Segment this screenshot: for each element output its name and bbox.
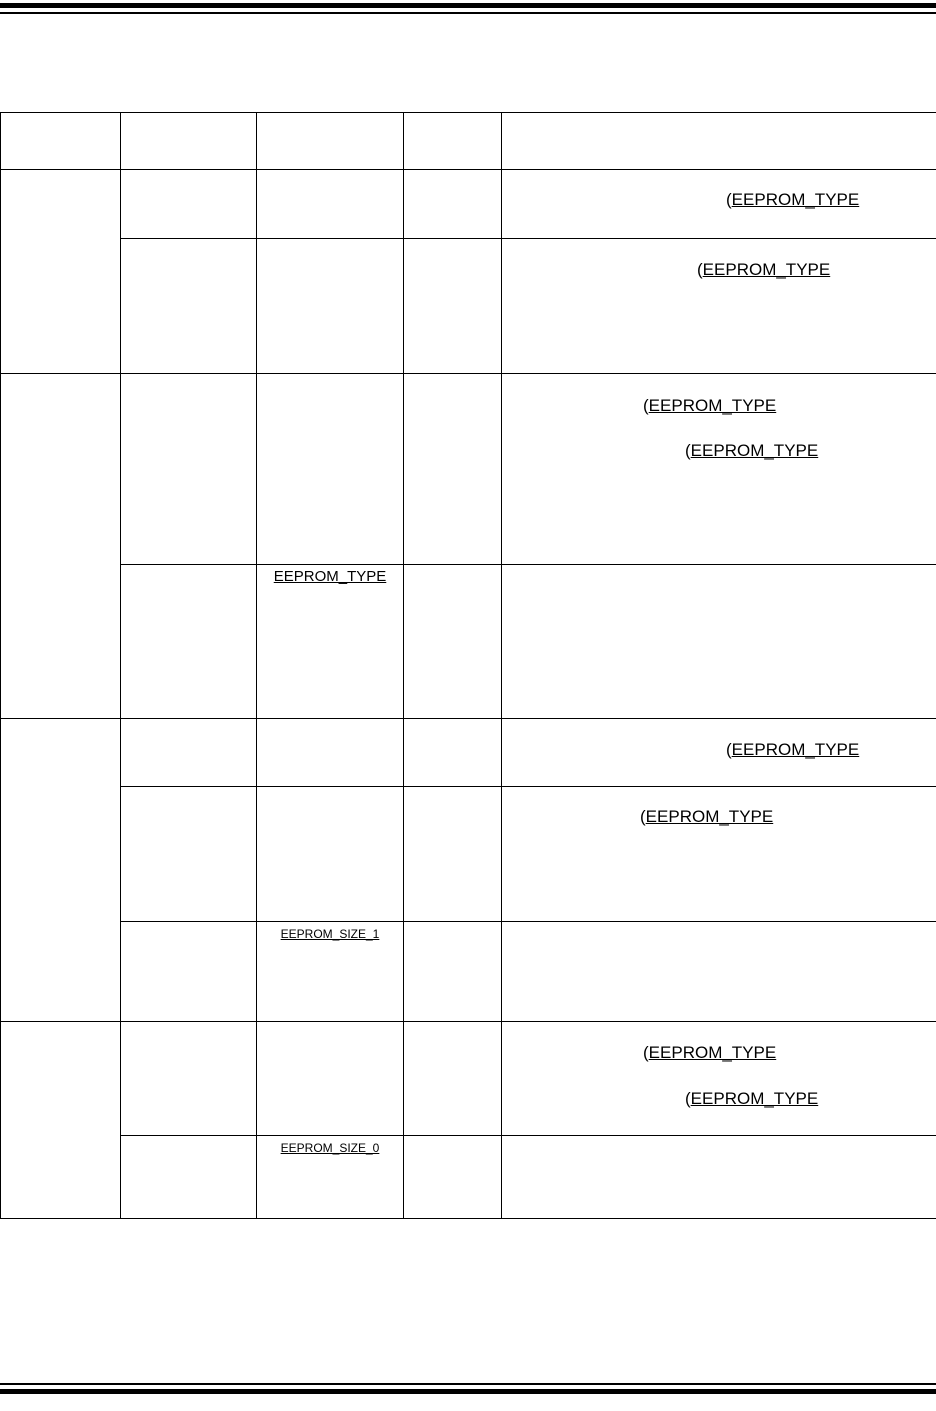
table-row — [1, 1022, 936, 1136]
description-cell — [502, 170, 936, 239]
table-cell — [404, 787, 502, 922]
table-row — [1, 922, 936, 1022]
table-row — [1, 239, 936, 374]
eeprom-type-link: EEPROM_TYPE — [731, 740, 860, 759]
table-cell — [404, 1022, 502, 1136]
eeprom-type-link: EEPROM_TYPE — [645, 807, 774, 826]
description-cell — [502, 1022, 936, 1136]
group-cell — [1, 719, 121, 1022]
table-row — [1, 719, 936, 787]
eeprom-type-ref: (EEPROM_TYPE — [643, 396, 777, 415]
eeprom-type-ref: (EEPROM_TYPE — [685, 441, 819, 460]
group-cell — [1, 1022, 121, 1219]
table-row — [1, 787, 936, 922]
group-cell — [1, 170, 121, 374]
eeprom-type-ref: (EEPROM_TYPE — [640, 807, 774, 826]
header-rule-thin — [0, 12, 936, 14]
header-cell — [404, 113, 502, 170]
description-cell — [502, 565, 936, 719]
description-cell — [502, 374, 936, 565]
eeprom-type-link: EEPROM_TYPE — [702, 260, 831, 279]
eeprom-type-link: EEPROM_TYPE — [648, 1043, 777, 1062]
table-cell — [121, 565, 257, 719]
table-cell — [121, 719, 257, 787]
description-cell — [502, 787, 936, 922]
header-rule-thick — [0, 3, 936, 8]
description-cell — [502, 239, 936, 374]
bit-name-cell — [257, 565, 404, 719]
table-cell — [121, 922, 257, 1022]
register-table — [0, 112, 936, 1219]
table-row — [1, 170, 936, 239]
table-cell — [404, 922, 502, 1022]
eeprom-type-ref: (EEPROM_TYPE — [726, 190, 860, 209]
eeprom-type-link: EEPROM_TYPE — [731, 190, 860, 209]
table-row — [1, 1136, 936, 1219]
description-cell — [502, 1136, 936, 1219]
table-cell — [121, 374, 257, 565]
group-cell — [1, 374, 121, 719]
table-row — [1, 374, 936, 565]
header-cell — [1, 113, 121, 170]
table-cell — [404, 1136, 502, 1219]
table-cell — [404, 719, 502, 787]
bit-name-label: EEPROM_SIZE_1 — [280, 927, 380, 941]
eeprom-type-link: EEPROM_TYPE — [690, 1089, 819, 1108]
footer-rule-thick — [0, 1389, 936, 1394]
bit-name-label: EEPROM_SIZE_0 — [280, 1141, 380, 1155]
table-cell — [257, 170, 404, 239]
table-row — [1, 565, 936, 719]
bit-name-cell — [257, 1136, 404, 1219]
table-cell — [121, 170, 257, 239]
table-cell — [404, 374, 502, 565]
table-cell — [404, 170, 502, 239]
eeprom-type-ref: (EEPROM_TYPE — [697, 260, 831, 279]
table-cell — [404, 565, 502, 719]
table-cell — [121, 787, 257, 922]
table-cell — [121, 239, 257, 374]
footer-rule-thin — [0, 1383, 936, 1385]
table-cell — [257, 787, 404, 922]
description-cell — [502, 922, 936, 1022]
table-cell — [257, 719, 404, 787]
description-cell — [502, 719, 936, 787]
table-cell — [257, 239, 404, 374]
eeprom-type-ref: (EEPROM_TYPE — [685, 1089, 819, 1108]
eeprom-type-link: EEPROM_TYPE — [690, 441, 819, 460]
eeprom-type-ref: (EEPROM_TYPE — [643, 1043, 777, 1062]
eeprom-type-link: EEPROM_TYPE — [648, 396, 777, 415]
header-cell — [121, 113, 257, 170]
bit-name-cell — [257, 922, 404, 1022]
eeprom-type-ref: (EEPROM_TYPE — [726, 740, 860, 759]
header-cell — [257, 113, 404, 170]
bit-name-label: EEPROM_TYPE — [273, 568, 387, 585]
header-cell — [502, 113, 936, 170]
table-cell — [121, 1136, 257, 1219]
table-cell — [121, 1022, 257, 1136]
table-cell — [404, 239, 502, 374]
table-cell — [257, 374, 404, 565]
table-cell — [257, 1022, 404, 1136]
table-header-row — [1, 113, 936, 170]
